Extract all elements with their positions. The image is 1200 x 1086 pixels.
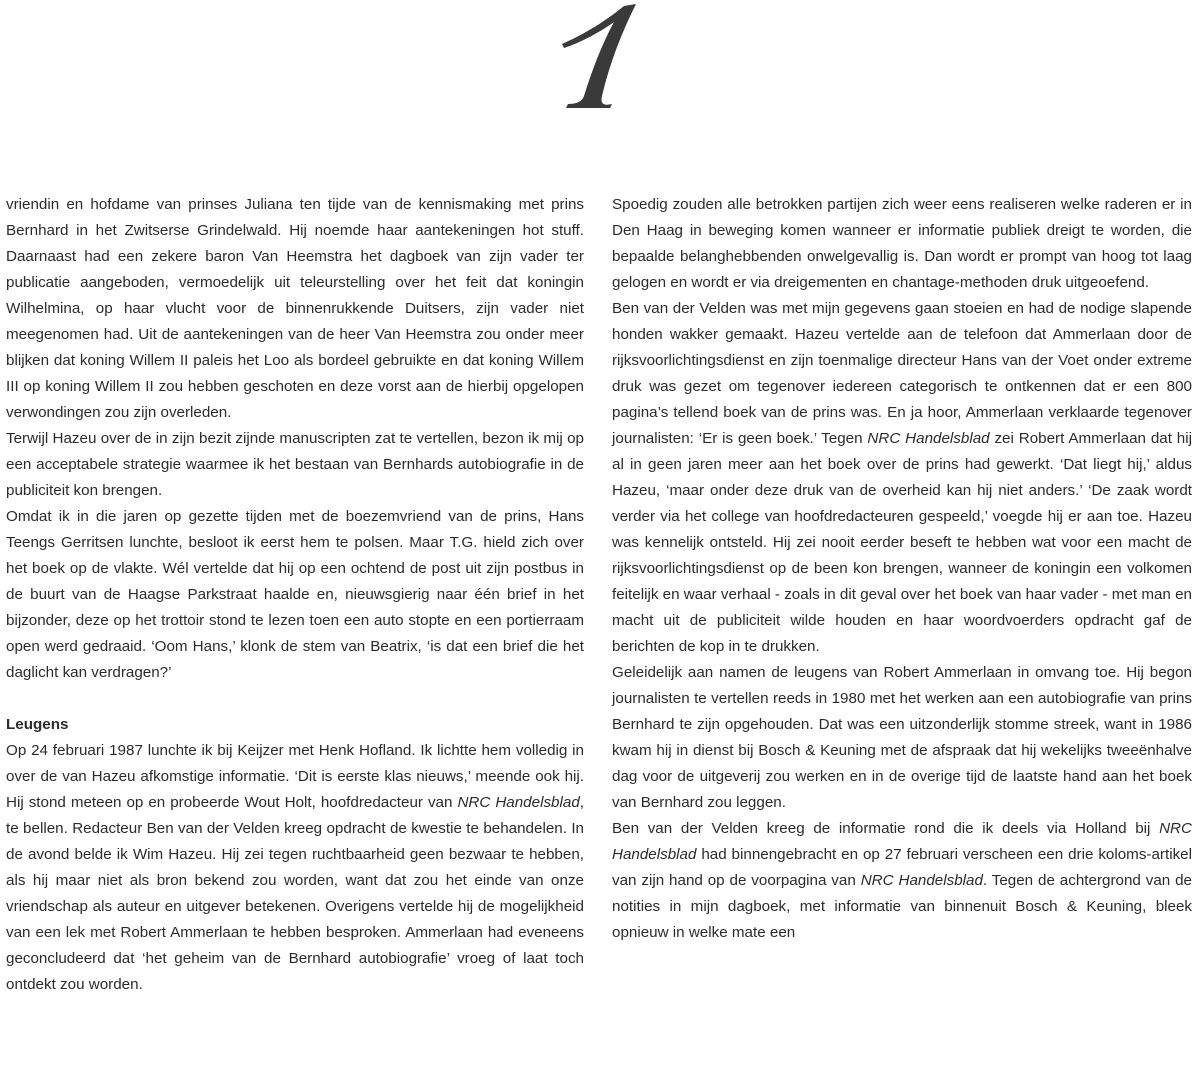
newspaper-title: NRC Handelsblad xyxy=(867,430,990,447)
text-run: . Tegen de achtergrond van de notities in mijn dagboek, met informatie van binnenuit Bosch & Keuning, bleek opnieuw in welke mate een xyxy=(612,872,1193,941)
paragraph xyxy=(612,296,1192,660)
text-run: , te bellen. Redacteur Ben van der Velden kreeg opdracht de kwestie te behandelen. In de avond belde ik Wim Hazeu. Hij zei tegen ruchtbaarheid geen bezwaar te hebben, als hij maar niet als bron bekend zou worden, want dat zou het einde van onze vriendschap als auteur en uitgever betekenen. Overigens vertelde hij de mogelijkheid van een lek met Robert Ammerlaan te hebben besproken. Ammerlaan had eveneens geconcludeerd dat ‘het geheim van de Bernhard autobiografie’ vroeg of laat toch ontdekt zou worden. xyxy=(6,794,584,993)
paragraph: vriendin en hofdame van prinses Juliana ten tijde van de kennismaking met prins Bernhard in het Zwitserse Grindelwald. Hij noemde haar aantekeningen hot stuff. Daarnaast had een zekere baron Van Heemstra het dagboek van zijn vader ter publicatie aangeboden, vermoedelijk uit teleurstelling over het feit dat koningin Wilhelmina, op haar vlucht voor de binnenrukkende Duitsers, zijn vader niet meegenomen had. Uit de aantekeningen van de heer Van Heemstra zou onder meer blijken dat koning Willem II paleis het Loo als bordeel gebruikte en dat koning Willem III op koning Willem II zou hebben geschoten en deze vorst aan de hierbij opgelopen verwondingen zou zijn overleden. xyxy=(6,196,584,421)
text-run: Op 24 februari 1987 lunchte ik bij Keijzer met Henk Hofland. Ik lichtte hem volledig in over de van Hazeu afkomstige informatie. ‘Dit is eerste klas nieuws,’ meende ook hij. Hij stond meteen op en probeerde Wout Holt, hoofdredacteur van xyxy=(6,742,584,811)
text-run: had binnengebracht en op 27 februari verscheen een drie koloms-artikel van zijn hand op de voorpagina van xyxy=(612,846,1192,889)
text-run: zei Robert Ammerlaan dat hij al in geen jaren meer aan het boek over de prins had gewerkt. ‘Dat liegt hij,’ aldus Hazeu, ‘maar onder deze druk van de overheid kan hij niet anders.’ ‘De zaak wordt verder via het college van hoofdredacteuren gespeeld,’ voegde hij er aan toe. Hazeu was kennelijk ontsteld. Hij zei nooit eerder beseft te hebben wat voor een macht de rijksvoorlichtingsdienst op de been kon brengen, wanneer de koningin een volkomen feitelijk en waar verhaal - zoals in dit geval over het boek van haar vader - met man en macht uit de publiciteit wilde houden en haar woordvoerders opdracht gaf de berichten de kop in te drukken. xyxy=(612,430,1193,655)
paragraph: Geleidelijk aan namen de leugens van Robert Ammerlaan in omvang toe. Hij begon journalisten te vertellen reeds in 1980 met het werken aan een autobiografie van prins Bernhard te zijn opgehouden. Dat was een uitzonderlijk stomme streek, want in 1986 kwam hij in dienst bij Bosch & Keuning met de afspraak dat hij wekelijks tweeënhalve dag voor de uitgeverij zou werken en in de overige tijd de laatste hand aan het boek van Bernhard zou leggen. xyxy=(612,664,1192,811)
paragraph: Spoedig zouden alle betrokken partijen zich weer eens realiseren welke raderen er in Den Haag in beweging komen wanneer er informatie publiek dreigt te worden, die bepaalde belanghebbenden onwelgevallig is. Dan wordt er prompt van hoog tot laag gelogen en wordt er via dreigementen en chantage-methoden druk uitgeoefend. xyxy=(612,196,1192,291)
left-text-column xyxy=(6,192,584,998)
newspaper-title: NRC Handelsblad xyxy=(457,794,580,811)
paragraph xyxy=(612,816,1192,946)
section-heading: Leugens xyxy=(6,716,69,733)
paragraph xyxy=(6,738,584,998)
paragraph: Omdat ik in die jaren op gezette tijden met de boezemvriend van de prins, Hans Teengs Gerritsen lunchte, besloot ik eerst hem te polsen. Maar T.G. hield zich over het boek op de vlakte. Wél vertelde dat hij op een ochtend de post uit zijn postbus in de buurt van de Haagse Parkstraat haalde en, nieuwsgierig naar één brief in het bijzonder, deze op het trottoir stond te lezen toen een auto stopte en een portierraam open werd gedraaid. ‘Oom Hans,’ klonk de stem van Beatrix, ‘is dat een brief die het daglicht kan verdragen?’ xyxy=(6,508,584,681)
text-run: Ben van der Velden kreeg de informatie rond die ik deels via Holland bij xyxy=(612,820,1160,837)
right-text-column xyxy=(612,192,1192,946)
chapter-number xyxy=(540,0,660,112)
newspaper-title: NRC Handelsblad xyxy=(612,820,1192,863)
chapter-number-glyph xyxy=(540,0,660,112)
newspaper-title: NRC Handelsblad xyxy=(860,872,983,889)
paragraph: Terwijl Hazeu over de in zijn bezit zijnde manuscripten zat te vertellen, bezon ik mij op een acceptabele strategie waarmee ik het bestaan van Bernhards autobiografie in de publiciteit kon brengen. xyxy=(6,430,584,499)
text-run: Ben van der Velden was met mijn gegevens gaan stoeien en had de nodige slapende honden wakker gemaakt. Hazeu vertelde aan de telefoon dat Ammerlaan door de rijksvoorlichtingsdienst en zijn toenmalige directeur Hans van der Voet onder extreme druk was gezet om tegenover iedereen categorisch te ontkennen dat er een 800 pagina’s tellend boek van de prins was. En ja hoor, Ammerlaan verklaarde tegenover journalisten: ‘Er is geen boek.’ Tegen xyxy=(612,300,1192,447)
